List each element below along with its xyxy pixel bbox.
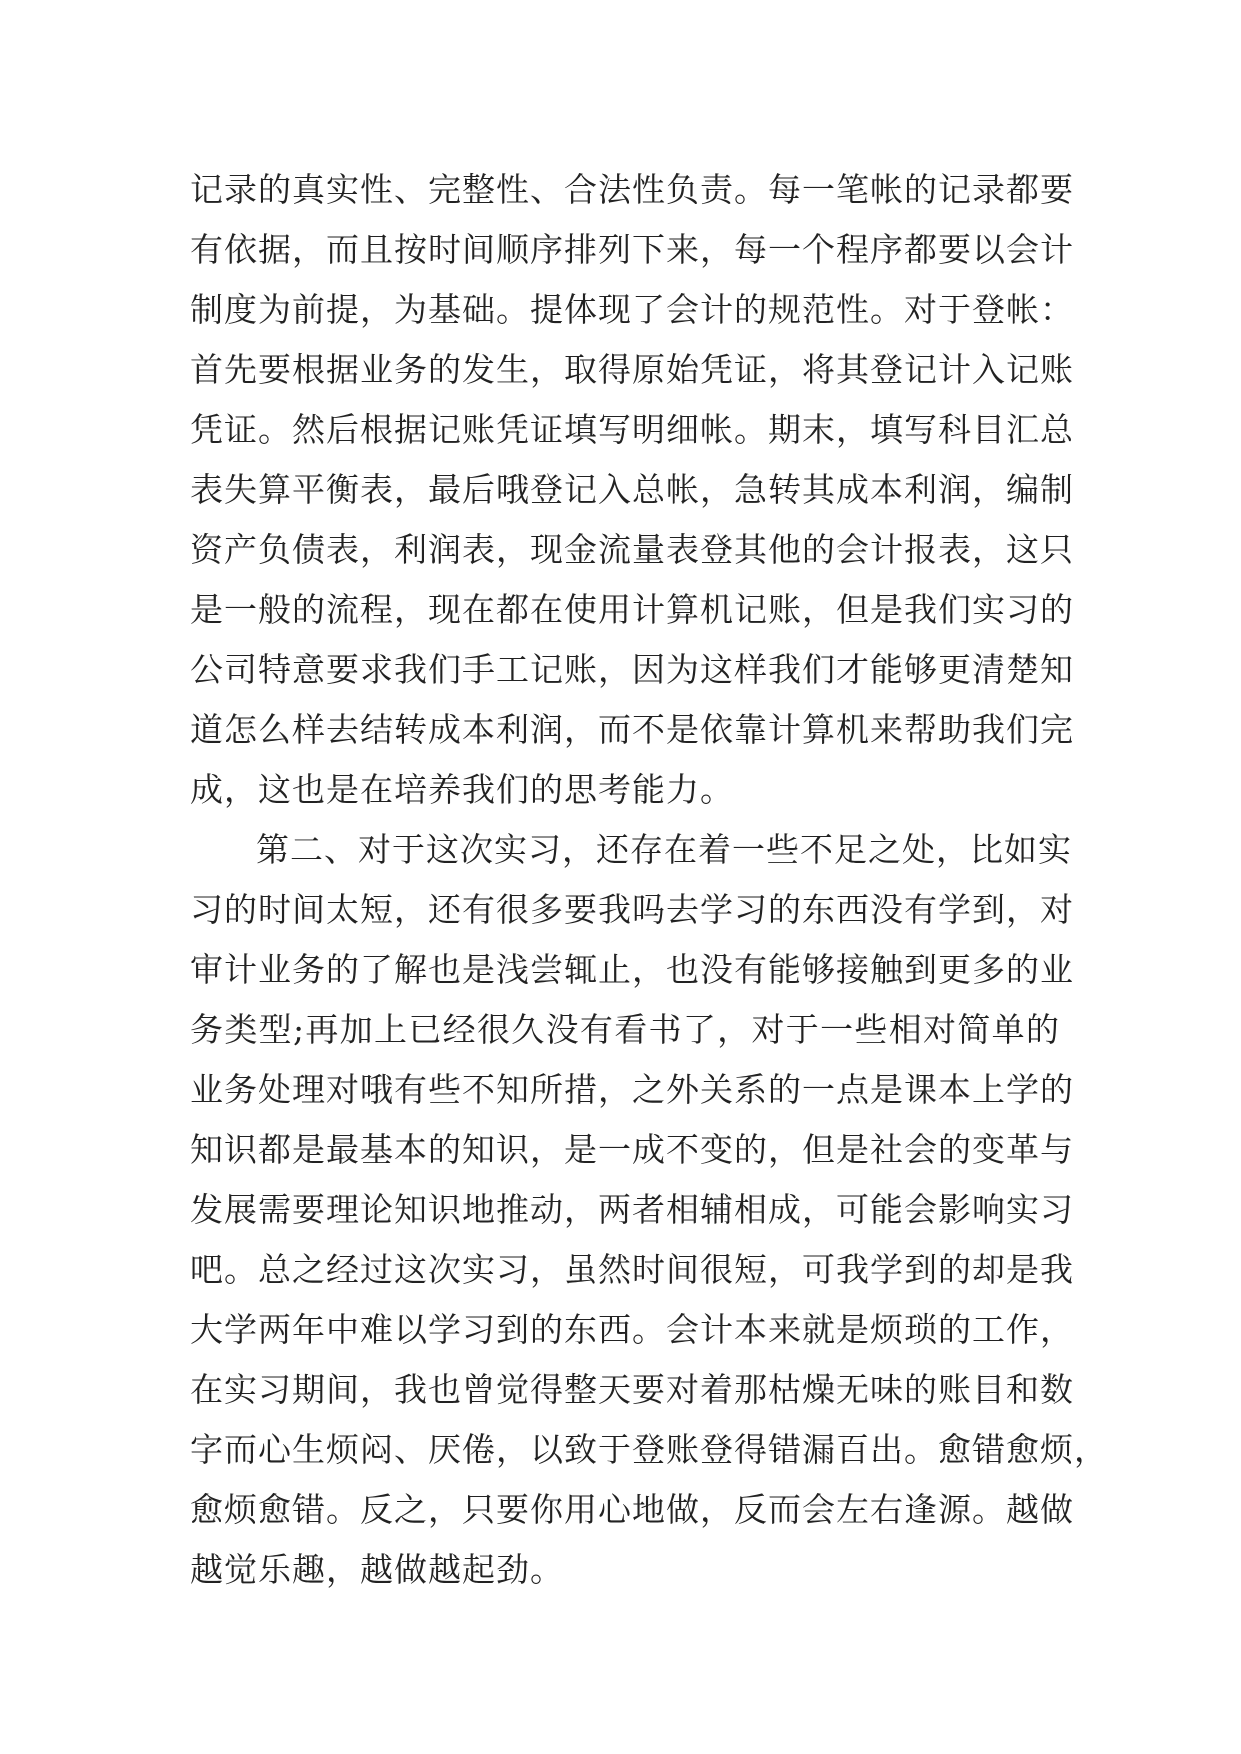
- text-line: 知识都是最基本的知识，是一成不变的，但是社会的变革与: [190, 1130, 1074, 1169]
- text-line: 业务处理对哦有些不知所措，之外关系的一点是课本上学的: [190, 1070, 1074, 1109]
- text-line: 大学两年中难以学习到的东西。会计本来就是烦琐的工作，: [190, 1310, 1074, 1349]
- paragraph-1: [190, 160, 1074, 820]
- text-line: 道怎么样去结转成本利润，而不是依靠计算机来帮助我们完: [190, 710, 1074, 749]
- text-line: 公司特意要求我们手工记账，因为这样我们才能够更清楚知: [190, 650, 1074, 689]
- text-line: 发展需要理论知识地推动，两者相辅相成，可能会影响实习: [190, 1190, 1074, 1229]
- text-line: 在实习期间，我也曾觉得整天要对着那枯燥无味的账目和数: [190, 1370, 1074, 1409]
- text-line: 成，这也是在培养我们的思考能力。: [190, 770, 734, 809]
- text-line: 越觉乐趣，越做越起劲。: [190, 1550, 564, 1589]
- text-line: 制度为前提，为基础。提体现了会计的规范性。对于登帐：: [190, 290, 1074, 329]
- text-line: 务类型;再加上已经很久没有看书了，对于一些相对简单的: [190, 1010, 1060, 1049]
- text-line: 吧。总之经过这次实习，虽然时间很短，可我学到的却是我: [190, 1250, 1074, 1289]
- text-line: 第二、对于这次实习，还存在着一些不足之处，比如实: [256, 830, 1072, 869]
- text-line: 愈烦愈错。反之，只要你用心地做，反而会左右逢源。越做: [190, 1490, 1074, 1529]
- text-line: 资产负债表，利润表，现金流量表登其他的会计报表，这只: [190, 530, 1074, 569]
- body-text: [190, 160, 1108, 1600]
- text-line: 审计业务的了解也是浅尝辄止，也没有能够接触到更多的业: [190, 950, 1074, 989]
- paragraph-2: [190, 820, 1108, 1600]
- text-line: 凭证。然后根据记账凭证填写明细帐。期末，填写科目汇总: [190, 410, 1074, 449]
- text-line: 有依据，而且按时间顺序排列下来，每一个程序都要以会计: [190, 230, 1074, 269]
- text-line: 表失算平衡表，最后哦登记入总帐，急转其成本利润，编制: [190, 470, 1074, 509]
- text-line: 习的时间太短，还有很多要我吗去学习的东西没有学到，对: [190, 890, 1074, 929]
- text-line: 首先要根据业务的发生，取得原始凭证，将其登记计入记账: [190, 350, 1074, 389]
- text-line: 是一般的流程，现在都在使用计算机记账，但是我们实习的: [190, 590, 1074, 629]
- text-line: 记录的真实性、完整性、合法性负责。每一笔帐的记录都要: [190, 170, 1074, 209]
- text-line: 字而心生烦闷、厌倦，以致于登账登得错漏百出。愈错愈烦，: [190, 1430, 1108, 1469]
